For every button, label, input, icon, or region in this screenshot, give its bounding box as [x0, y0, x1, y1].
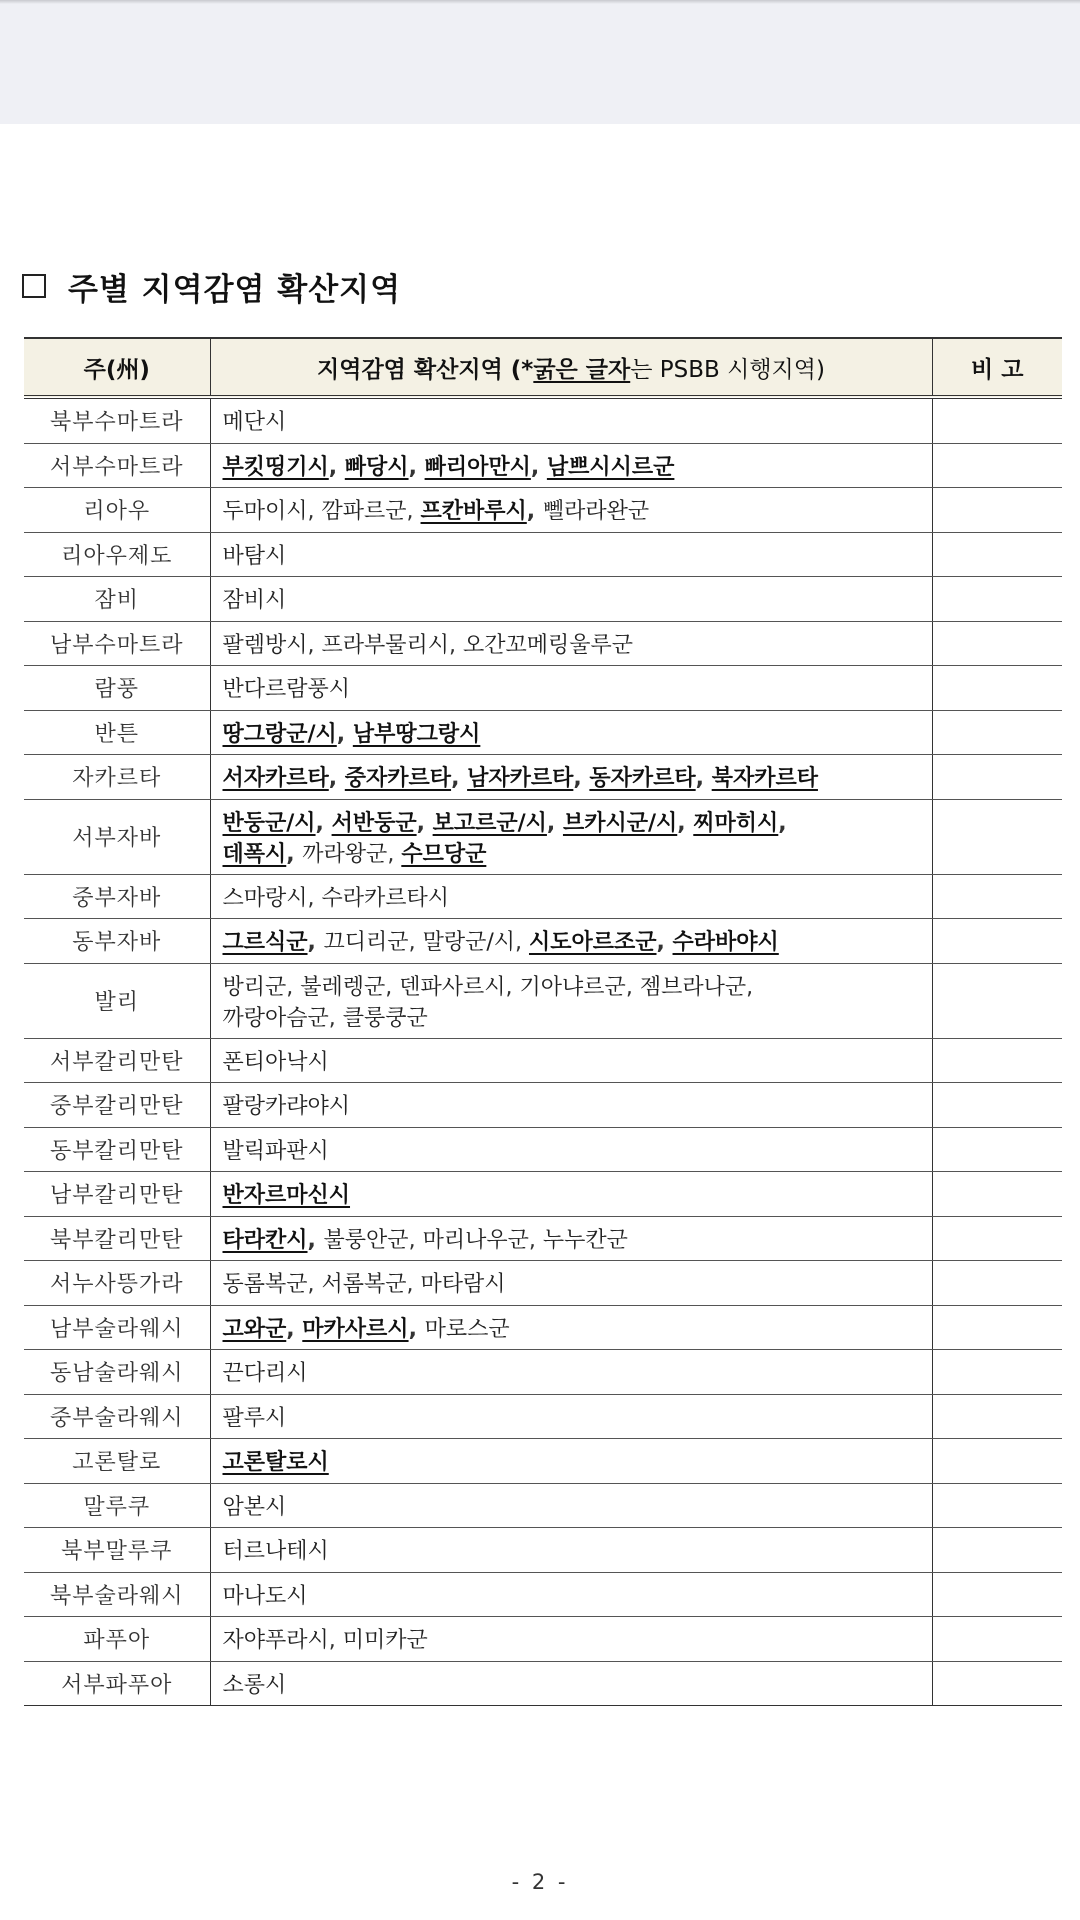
note-cell [932, 710, 1062, 755]
region: 방리군 [222, 974, 287, 1000]
province-cell: 중부칼리만탄 [24, 1083, 210, 1128]
note-cell [932, 1394, 1062, 1439]
page-number: - 2 - [511, 1870, 569, 1894]
province-cell: 중부자바 [24, 874, 210, 919]
region: 자야푸라시 [222, 1628, 329, 1654]
province-cell: 북부말루쿠 [24, 1528, 210, 1573]
psbb-region: 시도아르조군 [528, 930, 657, 956]
psbb-region: 부킷띵기시 [222, 454, 329, 480]
regions-cell [210, 1038, 932, 1083]
table-row [24, 1083, 1062, 1128]
province-cell: 파푸아 [24, 1617, 210, 1662]
province-cell: 리아우 [24, 488, 210, 533]
regions-cell: 방리군, 불레렝군, 덴파사르시, 기아냐르군, 젬브라나군, 까랑아슴군, 클룽쿵군 [210, 963, 932, 1038]
province-cell: 서부자바 [24, 799, 210, 874]
regions-cell: 땅그랑군/시, 남부땅그랑시 [210, 710, 932, 755]
note-cell [932, 397, 1062, 443]
region: 프라부물리시 [321, 632, 450, 658]
psbb-region: 프칸바루시 [420, 499, 527, 525]
header-regions-bold: 굵은 글자 [533, 356, 631, 383]
note-cell [932, 874, 1062, 919]
region: 기아냐르군 [519, 974, 626, 1000]
top-gray-band [0, 0, 1080, 124]
psbb-region: 중자카르타 [344, 766, 452, 792]
region: 끄디리군 [323, 930, 409, 956]
region: 클룽쿵군 [342, 1005, 428, 1031]
regions-cell [210, 1350, 932, 1395]
section-title: 주별 지역감염 확산지역 [68, 271, 402, 308]
table-row [24, 755, 1062, 800]
regions-cell [210, 1661, 932, 1706]
region: 미미카군 [342, 1628, 428, 1654]
table-row [24, 1261, 1062, 1306]
psbb-region: 보고르군/시 [432, 810, 547, 836]
psbb-region: 남부땅그랑시 [352, 721, 481, 747]
note-cell [932, 1572, 1062, 1617]
region: 마리나우군 [422, 1227, 529, 1253]
psbb-region: 고와군 [222, 1316, 287, 1342]
note-cell [932, 1127, 1062, 1172]
note-cell [932, 488, 1062, 533]
region: 팔랑카랴야시 [222, 1094, 351, 1120]
psbb-region: 땅그랑군/시 [222, 721, 337, 747]
regions-cell: 서자카르타, 중자카르타, 남자카르타, 동자카르타, 북자카르타 [210, 755, 932, 800]
psbb-region: 브카시군/시 [562, 810, 678, 836]
regions-cell [210, 666, 932, 711]
table-row [24, 710, 1062, 755]
table-row [24, 1216, 1062, 1261]
table-row [24, 488, 1062, 533]
note-cell [932, 1261, 1062, 1306]
province-cell: 자카르타 [24, 755, 210, 800]
province-cell: 반튼 [24, 710, 210, 755]
table-row [24, 963, 1062, 1038]
region: 끈다리시 [222, 1361, 308, 1387]
region: 누누칸군 [542, 1227, 628, 1253]
psbb-region: 북자카르타 [711, 766, 818, 792]
region: 깜파르군 [321, 499, 407, 525]
province-cell: 중부술라웨시 [24, 1394, 210, 1439]
regions-cell: 타라칸시, 불룽안군, 마리나우군, 누누칸군 [210, 1216, 932, 1261]
province-cell: 동부자바 [24, 919, 210, 964]
note-cell [932, 799, 1062, 874]
header-province: 주(州) [24, 338, 210, 397]
region: 발릭파판시 [222, 1138, 329, 1164]
region: 두마이시 [222, 499, 308, 525]
table-row [24, 874, 1062, 919]
regions-cell: 반둥군/시, 서반둥군, 보고르군/시, 브카시군/시, 찌마히시, 데폭시, 까라왕군, 수므당군 [210, 799, 932, 874]
region: 잠비시 [222, 588, 287, 614]
table-row [24, 577, 1062, 622]
regions-cell [210, 532, 932, 577]
regions-cell [210, 1528, 932, 1573]
note-cell [932, 1083, 1062, 1128]
regions-cell [210, 397, 932, 443]
psbb-region: 남쁘시시르군 [546, 454, 675, 480]
psbb-region: 빠당시 [344, 454, 409, 480]
regions-cell: 자야푸라시, 미미카군 [210, 1617, 932, 1662]
region: 마나도시 [222, 1583, 308, 1609]
region: 수라카르타시 [321, 885, 450, 911]
province-cell: 북부칼리만탄 [24, 1216, 210, 1261]
regions-cell: 그르식군, 끄디리군, 말랑군/시, 시도아르조군, 수라바야시 [210, 919, 932, 964]
province-cell: 동부칼리만탄 [24, 1127, 210, 1172]
psbb-region: 데폭시 [222, 841, 287, 867]
psbb-region: 찌마히시 [693, 810, 779, 836]
region: 젬브라나군 [639, 974, 747, 1000]
region: 메단시 [222, 410, 287, 436]
regions-cell [210, 1172, 932, 1217]
regions-cell: 스마랑시, 수라카르타시 [210, 874, 932, 919]
province-cell: 서부파푸아 [24, 1661, 210, 1706]
note-cell [932, 1528, 1062, 1573]
psbb-region: 마카사르시 [302, 1316, 409, 1342]
note-cell [932, 963, 1062, 1038]
psbb-region: 서자카르타 [222, 766, 329, 792]
table-row [24, 1038, 1062, 1083]
note-cell [932, 1483, 1062, 1528]
header-regions-suffix: 는 PSBB 시행지역) [630, 356, 825, 383]
note-cell [932, 755, 1062, 800]
province-cell: 남부칼리만탄 [24, 1172, 210, 1217]
table-row [24, 1172, 1062, 1217]
note-cell [932, 919, 1062, 964]
region: 폰티아낙시 [222, 1049, 329, 1075]
region: 불레렝군 [300, 974, 386, 1000]
regions-cell [210, 1127, 932, 1172]
table-row [24, 1572, 1062, 1617]
regions-cell: 동롬복군, 서롬복군, 마타람시 [210, 1261, 932, 1306]
table-row [24, 443, 1062, 488]
province-cell: 고론탈로 [24, 1439, 210, 1484]
region: 마로스군 [424, 1316, 510, 1342]
regions-cell: 부킷띵기시, 빠당시, 빠리아만시, 남쁘시시르군 [210, 443, 932, 488]
note-cell [932, 621, 1062, 666]
region: 소롱시 [222, 1672, 287, 1698]
province-cell: 남부수마트라 [24, 621, 210, 666]
region: 불룽안군 [323, 1227, 409, 1253]
region: 까랑아슴군 [222, 1005, 329, 1031]
note-cell [932, 1661, 1062, 1706]
table-row [24, 919, 1062, 964]
table-row [24, 621, 1062, 666]
checkbox-square-icon [22, 274, 46, 298]
regions-cell: 두마이시, 깜파르군, 프칸바루시, 뻴라라완군 [210, 488, 932, 533]
region: 까라왕군 [302, 841, 388, 867]
province-cell: 서부수마트라 [24, 443, 210, 488]
region: 마타람시 [420, 1272, 506, 1298]
regions-cell [210, 1483, 932, 1528]
table-row [24, 397, 1062, 443]
regions-cell [210, 1439, 932, 1484]
province-cell: 동남술라웨시 [24, 1350, 210, 1395]
note-cell [932, 532, 1062, 577]
psbb-region: 타라칸시 [222, 1227, 308, 1253]
section-heading [22, 264, 401, 308]
region: 팔루시 [222, 1405, 287, 1431]
note-cell [932, 1305, 1062, 1350]
region: 뻴라라완군 [542, 499, 650, 525]
table-row [24, 799, 1062, 874]
note-cell [932, 443, 1062, 488]
region: 터르나테시 [222, 1539, 329, 1565]
province-cell: 남부술라웨시 [24, 1305, 210, 1350]
table-row [24, 1528, 1062, 1573]
table-row [24, 1394, 1062, 1439]
table-row [24, 1661, 1062, 1706]
table-row [24, 1305, 1062, 1350]
psbb-region: 동자카르타 [589, 766, 696, 792]
note-cell [932, 1216, 1062, 1261]
regions-cell: 고와군, 마카사르시, 마로스군 [210, 1305, 932, 1350]
psbb-region: 고론탈로시 [222, 1450, 329, 1476]
regions-cell: 팔렘방시, 프라부물리시, 오간꼬메링울루군 [210, 621, 932, 666]
psbb-region: 그르식군 [222, 930, 308, 956]
region: 반다르람풍시 [222, 677, 351, 703]
province-cell: 서누사뜽가라 [24, 1261, 210, 1306]
region: 말랑군/시 [422, 930, 515, 956]
province-cell: 리아우제도 [24, 532, 210, 577]
header-regions [210, 338, 932, 397]
region: 오간꼬메링울루군 [463, 632, 634, 658]
region: 동롬복군 [222, 1272, 308, 1298]
regions-cell [210, 577, 932, 622]
note-cell [932, 666, 1062, 711]
table-row [24, 1617, 1062, 1662]
region: 덴파사르시 [399, 974, 506, 1000]
table-row [24, 666, 1062, 711]
province-cell: 람풍 [24, 666, 210, 711]
note-cell [932, 1172, 1062, 1217]
region: 암본시 [222, 1494, 287, 1520]
province-cell: 발리 [24, 963, 210, 1038]
regions-cell [210, 1394, 932, 1439]
psbb-region: 반둥군/시 [222, 810, 316, 836]
note-cell [932, 1350, 1062, 1395]
region: 서롬복군 [321, 1272, 407, 1298]
province-cell: 말루쿠 [24, 1483, 210, 1528]
table-row [24, 1483, 1062, 1528]
province-cell: 서부칼리만탄 [24, 1038, 210, 1083]
psbb-region: 서반둥군 [331, 810, 417, 836]
header-regions-prefix: 지역감염 확산지역 (* [317, 356, 534, 383]
table-row [24, 1439, 1062, 1484]
psbb-region: 수므당군 [401, 841, 487, 867]
regions-cell [210, 1083, 932, 1128]
table-row [24, 1127, 1062, 1172]
region: 팔렘방시 [222, 632, 308, 658]
region: 스마랑시 [222, 885, 308, 911]
psbb-region: 수라바야시 [672, 930, 779, 956]
table-header-row [24, 338, 1062, 397]
regions-table [24, 337, 1062, 1706]
note-cell [932, 1617, 1062, 1662]
psbb-region: 남자카르타 [467, 766, 574, 792]
province-cell: 북부수마트라 [24, 397, 210, 443]
table-row [24, 1350, 1062, 1395]
region: 바탐시 [222, 543, 287, 569]
note-cell [932, 1439, 1062, 1484]
note-cell [932, 1038, 1062, 1083]
province-cell: 잠비 [24, 577, 210, 622]
psbb-region: 반자르마신시 [222, 1183, 351, 1209]
psbb-region: 빠리아만시 [424, 454, 531, 480]
regions-cell [210, 1572, 932, 1617]
table-row [24, 532, 1062, 577]
header-note: 비 고 [932, 338, 1062, 397]
province-cell: 북부술라웨시 [24, 1572, 210, 1617]
note-cell [932, 577, 1062, 622]
